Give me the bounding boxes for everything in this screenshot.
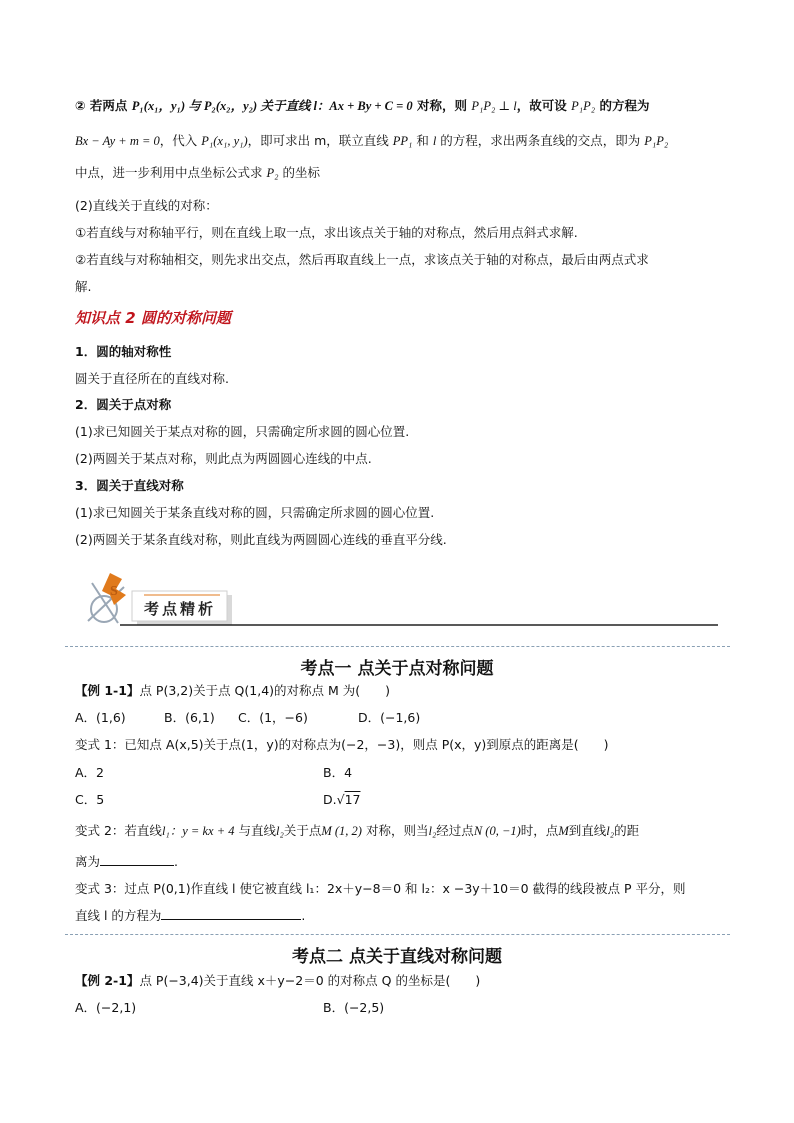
ex2-option-b: B．(−2,5)	[323, 1000, 385, 1015]
math: l₂	[276, 824, 284, 838]
example-tag: 【例 2-1】	[75, 973, 140, 988]
kp2-heading-2: 2．圆关于点对称	[75, 397, 172, 412]
variant-2-line-1	[75, 822, 639, 840]
text: 对称，则当	[361, 823, 429, 838]
math: P₁P₂	[571, 99, 596, 113]
ex2-option-a: A．(−2,1)	[75, 1000, 137, 1015]
math: P₂	[266, 166, 279, 180]
kp2-heading-1: 1．圆的轴对称性	[75, 344, 172, 359]
v1-option-d	[323, 791, 360, 809]
intro-line-3	[75, 164, 320, 182]
example-2-1	[75, 972, 480, 990]
math: M (1, 2)	[321, 824, 362, 838]
line-sym-heading: (2)直线关于直线的对称：	[75, 198, 218, 213]
kp2-text-3a: (1)求已知圆关于某条直线对称的圆，只需确定所求圆的圆心位置.	[75, 505, 435, 520]
v1-option-c: C．5	[75, 792, 105, 807]
intro-line-2	[75, 132, 668, 150]
text: 直线 l 的方程为	[75, 908, 162, 923]
variant-3-line-1: 变式 3：过点 P(0,1)作直线 l 使它被直线 l₁：2x＋y−8＝0 和 l₂：x −3y＋10＝0 截得的线段被点 P 平分，则	[75, 881, 686, 896]
math: l₂	[428, 824, 437, 838]
ex1-option-c: C．(1，−6)	[238, 710, 308, 725]
text: 离为	[75, 854, 101, 869]
text: ，即可求出 m，联立直线	[247, 133, 393, 148]
kp2-text-1: 圆关于直径所在的直线对称.	[75, 371, 229, 386]
line-sym-item-2b: 解.	[75, 279, 92, 294]
text: 对称，则	[412, 98, 472, 113]
line-sym-item-1: ①若直线与对称轴平行，则在直线上取一点，求出该点关于轴的对称点，然后用点斜式求解.	[75, 225, 578, 240]
text: 和	[412, 133, 433, 148]
example-text: 点 P(−3,4)关于直线 x＋y−2＝0 的对称点 Q 的坐标是( )	[139, 973, 481, 988]
text: 的方程为	[595, 98, 650, 113]
intro-line-1	[75, 97, 649, 115]
example-text: 点 P(3,2)关于点 Q(1,4)的对称点 M 为( )	[139, 683, 391, 698]
kp2-text-3b: (2)两圆关于某条直线对称，则此直线为两圆圆心连线的垂直平分线.	[75, 532, 447, 547]
variant-2-line-2	[75, 853, 178, 871]
sqrt-radicand: 17	[344, 792, 361, 807]
variant-3-line-2	[75, 907, 305, 925]
section-2-title: 考点二 点关于直线对称问题	[292, 947, 502, 967]
banner-label: 考点精析	[144, 600, 217, 618]
divider-dashed	[65, 646, 730, 647]
drafting-tools-icon	[88, 573, 126, 623]
math: PP₁	[392, 134, 413, 148]
text: 到直线	[568, 823, 607, 838]
text: ，故可设	[516, 98, 572, 113]
math: l₁：y = kx + 4	[161, 824, 235, 838]
text: ② 若两点	[75, 98, 132, 113]
math: P₁(x₁，y₁) 与 P₂(x₂，y₂) 关于直线 l：Ax + By + C = 0	[131, 99, 413, 113]
math: P₁P₂	[644, 134, 669, 148]
ex1-option-b: B．(6,1)	[164, 710, 215, 725]
kp2-heading-3: 3．圆关于直线对称	[75, 478, 184, 493]
knowledge-point-2-title: 知识点 2 圆的对称问题	[75, 309, 231, 327]
math: Bx − Ay + m = 0	[75, 134, 160, 148]
text: 关于点	[283, 823, 322, 838]
text: 中点，进一步利用中点坐标公式求	[75, 165, 267, 180]
text: 变式 2：若直线	[75, 823, 162, 838]
answer-blank[interactable]	[100, 853, 174, 866]
math: N (0, −1)	[473, 824, 521, 838]
ex1-option-d: D．(−1,6)	[358, 710, 421, 725]
math: l₂	[606, 824, 615, 838]
sqrt-sign: √	[336, 792, 345, 807]
line-sym-item-2a: ②若直线与对称轴相交，则先求出交点，然后再取直线上一点，求该点关于轴的对称点，最后由两点式求	[75, 252, 649, 267]
math: P₁(x₁, y₁)	[201, 134, 248, 148]
svg-text:S: S	[110, 584, 118, 599]
kp2-text-2b: (2)两圆关于某点对称，则此点为两圆圆心连线的中点.	[75, 451, 372, 466]
v1-option-a: A．2	[75, 765, 105, 780]
example-tag: 【例 1-1】	[75, 683, 140, 698]
variant-1: 变式 1：已知点 A(x,5)关于点(1，y)的对称点为(−2，−3)，则点 P(x，y)到原点的距离是( )	[75, 737, 609, 752]
section-1-title: 考点一 点关于点对称问题	[300, 659, 494, 679]
text: .	[301, 908, 306, 923]
math: M	[558, 824, 569, 838]
example-1-1	[75, 682, 390, 700]
ex1-option-a: A．(1,6)	[75, 710, 126, 725]
text: ，代入	[159, 133, 202, 148]
divider-dashed	[65, 934, 730, 935]
option-letter: D.	[323, 792, 337, 807]
text: 的坐标	[278, 165, 320, 180]
text: 时，点	[520, 823, 559, 838]
text: 经过点	[436, 823, 474, 838]
answer-blank[interactable]	[161, 907, 301, 920]
text: .	[174, 854, 178, 869]
kp2-text-2a: (1)求已知圆关于某点对称的圆，只需确定所求圆的圆心位置.	[75, 424, 410, 439]
section-banner	[80, 565, 720, 631]
text: 的距	[614, 823, 640, 838]
text: 的方程，求出两条直线的交点，即为	[436, 133, 645, 148]
v1-option-b: B．4	[323, 765, 353, 780]
text: 与直线	[234, 823, 277, 838]
math: l	[432, 134, 437, 148]
math: P₁P₂ ⊥ l	[471, 99, 517, 113]
